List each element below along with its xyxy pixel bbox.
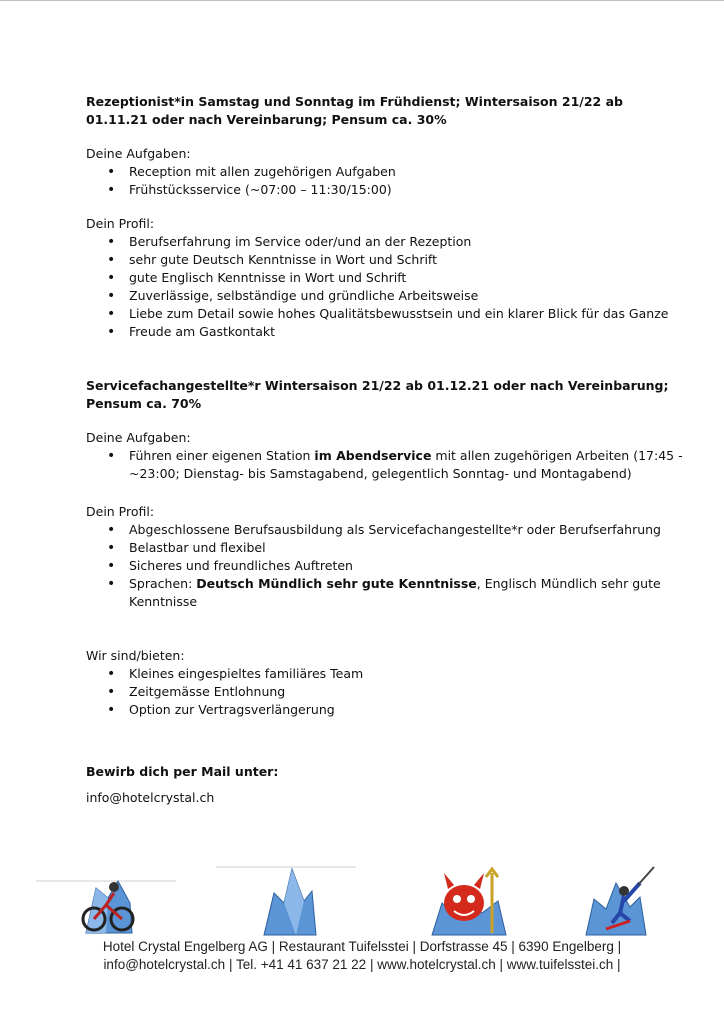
list-item: • Belastbar und flexibel bbox=[86, 539, 686, 557]
logo-strip bbox=[34, 861, 690, 939]
crystal-logo bbox=[216, 863, 356, 937]
list-item: • Liebe zum Detail sowie hohes Qualitätsbewusstsein und ein klarer Blick für das Ganze bbox=[86, 305, 686, 323]
list-item: • sehr gute Deutsch Kenntnisse in Wort und Schrift bbox=[86, 251, 686, 269]
job2-profile-list bbox=[86, 521, 686, 611]
list-item: • Zuverlässige, selbständige und gründliche Arbeitsweise bbox=[86, 287, 686, 305]
footer-address: Hotel Crystal Engelberg AG | Restaurant Tuifelsstei | Dorfstrasse 45 | 6390 Engelberg | bbox=[102, 939, 622, 954]
list-item: • Freude am Gastkontakt bbox=[86, 323, 686, 341]
offer-list bbox=[86, 665, 686, 719]
devil-logo bbox=[402, 863, 542, 937]
job1-title: Rezeptionist*in Samstag und Sonntag im Frühdienst; Wintersaison 21/22 ab 01.11.21 oder nach Vereinbarung; Pensum ca. 30% bbox=[86, 94, 623, 127]
list-item: • Sprachen: Deutsch Mündlich sehr gute Kenntnisse, Englisch Mündlich sehr gute Kenntnisse bbox=[86, 575, 686, 611]
footer-contact: info@hotelcrystal.ch | Tel. +41 41 637 21 22 | www.hotelcrystal.ch | www.tuifelsstei.ch | bbox=[103, 957, 621, 972]
job-posting bbox=[86, 93, 686, 807]
job1-profile-list bbox=[86, 233, 686, 341]
list-item: • Berufserfahrung im Service oder/und an der Rezeption bbox=[86, 233, 686, 251]
job1-tasks-label: Deine Aufgaben: bbox=[86, 146, 191, 161]
list-item: • Zeitgemässe Entlohnung bbox=[86, 683, 686, 701]
list-item: • gute Englisch Kenntnisse in Wort und Schrift bbox=[86, 269, 686, 287]
offer-label: Wir sind/bieten: bbox=[86, 648, 185, 663]
apply-label: Bewirb dich per Mail unter: bbox=[86, 764, 279, 779]
job2-title: Servicefachangestellte*r Wintersaison 21/22 ab 01.12.21 oder nach Vereinbarung; Pensum ca. 70% bbox=[86, 378, 669, 411]
apply-email[interactable]: info@hotelcrystal.ch bbox=[86, 790, 215, 805]
list-item: • Frühstücksservice (~07:00 – 11:30/15:00) bbox=[86, 181, 686, 199]
list-item: • Abgeschlossene Berufsausbildung als Servicefachangestellte*r oder Berufserfahrung bbox=[86, 521, 686, 539]
list-item: • Reception mit allen zugehörigen Aufgaben bbox=[86, 163, 686, 181]
job1-tasks-list bbox=[86, 163, 686, 199]
job2-profile-label: Dein Profil: bbox=[86, 504, 155, 519]
crystal-skier-logo bbox=[550, 863, 690, 937]
job1-profile-label: Dein Profil: bbox=[86, 216, 155, 231]
job2-tasks-list bbox=[86, 447, 686, 483]
list-item: • Sicheres und freundliches Auftreten bbox=[86, 557, 686, 575]
list-item: • Kleines eingespieltes familiäres Team bbox=[86, 665, 686, 683]
list-item: • Führen einer eigenen Station im Abendservice mit allen zugehörigen Arbeiten (17:45 - ~23:00; Dienstag- bis Samstagabend, gelegentlich Sonntag- und Montagabend) bbox=[86, 447, 686, 483]
crystal-biker-logo bbox=[36, 863, 176, 937]
job2-tasks-label: Deine Aufgaben: bbox=[86, 430, 191, 445]
list-item: • Option zur Vertragsverlängerung bbox=[86, 701, 686, 719]
footer bbox=[34, 861, 690, 976]
